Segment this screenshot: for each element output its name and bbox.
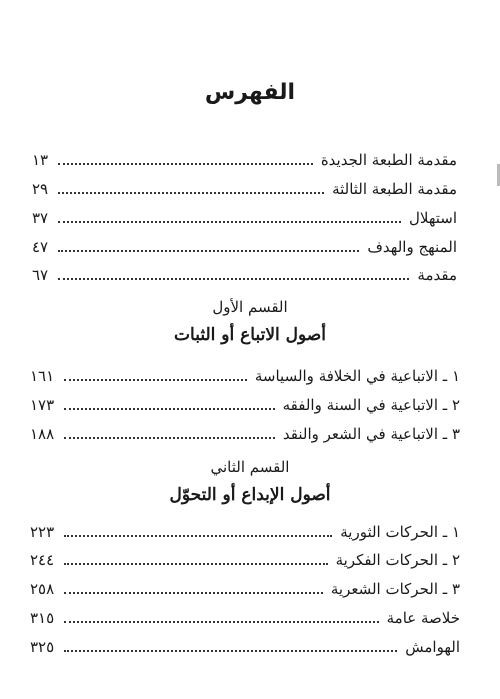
part1-subtitle: أصول الاتباع أو الثبات xyxy=(174,325,326,345)
entry-page-number: ١٣ xyxy=(32,151,49,169)
entry-page-number: ٢٩ xyxy=(32,180,49,198)
entry-page-number: ٣٢٥ xyxy=(30,638,55,656)
toc-entry[interactable] xyxy=(32,204,457,228)
entry-label: خلاصة عامة xyxy=(386,609,460,627)
part2-subtitle: أصول الإبداع أو التحوّل xyxy=(169,485,331,505)
dot-leader xyxy=(58,249,359,252)
part1-heading: القسم الأول xyxy=(212,298,288,316)
toc-entry[interactable] xyxy=(30,633,460,657)
entry-page-number: ٤٧ xyxy=(32,238,49,256)
entry-page-number: ٢٥٨ xyxy=(30,580,55,598)
toc-entry[interactable] xyxy=(32,233,457,257)
entry-label: مقدمة xyxy=(417,266,457,284)
entry-label: الهوامش xyxy=(405,638,460,656)
entry-page-number: ٦٧ xyxy=(32,266,49,284)
entry-page-number: ٢٤٤ xyxy=(30,551,55,569)
dot-leader xyxy=(64,407,274,410)
page-title: الفهرس xyxy=(204,80,296,105)
toc-entry[interactable] xyxy=(32,146,457,170)
entry-page-number: ٣٧ xyxy=(32,209,49,227)
toc-entry[interactable] xyxy=(30,575,460,599)
toc-entry[interactable] xyxy=(30,604,460,628)
dot-leader xyxy=(58,277,409,280)
toc-entry[interactable] xyxy=(32,261,457,285)
dot-leader xyxy=(64,378,247,381)
entry-label: المنهج والهدف xyxy=(367,238,457,256)
dot-leader xyxy=(58,191,324,194)
toc-entry[interactable] xyxy=(30,420,460,444)
toc-entry[interactable] xyxy=(30,391,460,415)
entry-page-number: ١٧٣ xyxy=(30,396,55,414)
dot-leader xyxy=(64,620,378,623)
entry-page-number: ٣١٥ xyxy=(30,609,55,627)
toc-entry[interactable] xyxy=(32,175,457,199)
toc-entry[interactable] xyxy=(30,546,460,570)
dot-leader xyxy=(64,591,323,594)
toc-entry[interactable] xyxy=(30,362,460,386)
entry-label: مقدمة الطبعة الجديدة xyxy=(320,151,457,169)
entry-label: استهلال xyxy=(408,209,457,227)
dot-leader xyxy=(64,649,397,652)
dot-leader xyxy=(58,220,401,223)
entry-label: ٣ ـ الاتباعية في الشعر والنقد xyxy=(282,425,460,443)
entry-page-number: ١٨٨ xyxy=(30,425,55,443)
entry-label: ١ ـ الحركات الثورية xyxy=(340,523,460,541)
entry-label: ٢ ـ الحركات الفكرية xyxy=(335,551,460,569)
entry-label: ٣ ـ الحركات الشعرية xyxy=(330,580,460,598)
toc-entry[interactable] xyxy=(30,518,460,542)
entry-label: ٢ ـ الاتباعية في السنة والفقه xyxy=(282,396,460,414)
dot-leader xyxy=(58,162,313,165)
entry-page-number: ٢٢٣ xyxy=(30,523,55,541)
part2-heading: القسم الثاني xyxy=(210,458,290,476)
dot-leader xyxy=(64,562,327,565)
entry-label: مقدمة الطبعة الثالثة xyxy=(332,180,457,198)
dot-leader xyxy=(64,534,332,537)
dot-leader xyxy=(64,436,275,439)
entry-label: ١ ـ الاتباعية في الخلافة والسياسة xyxy=(254,367,460,385)
entry-page-number: ١٦١ xyxy=(30,367,55,385)
